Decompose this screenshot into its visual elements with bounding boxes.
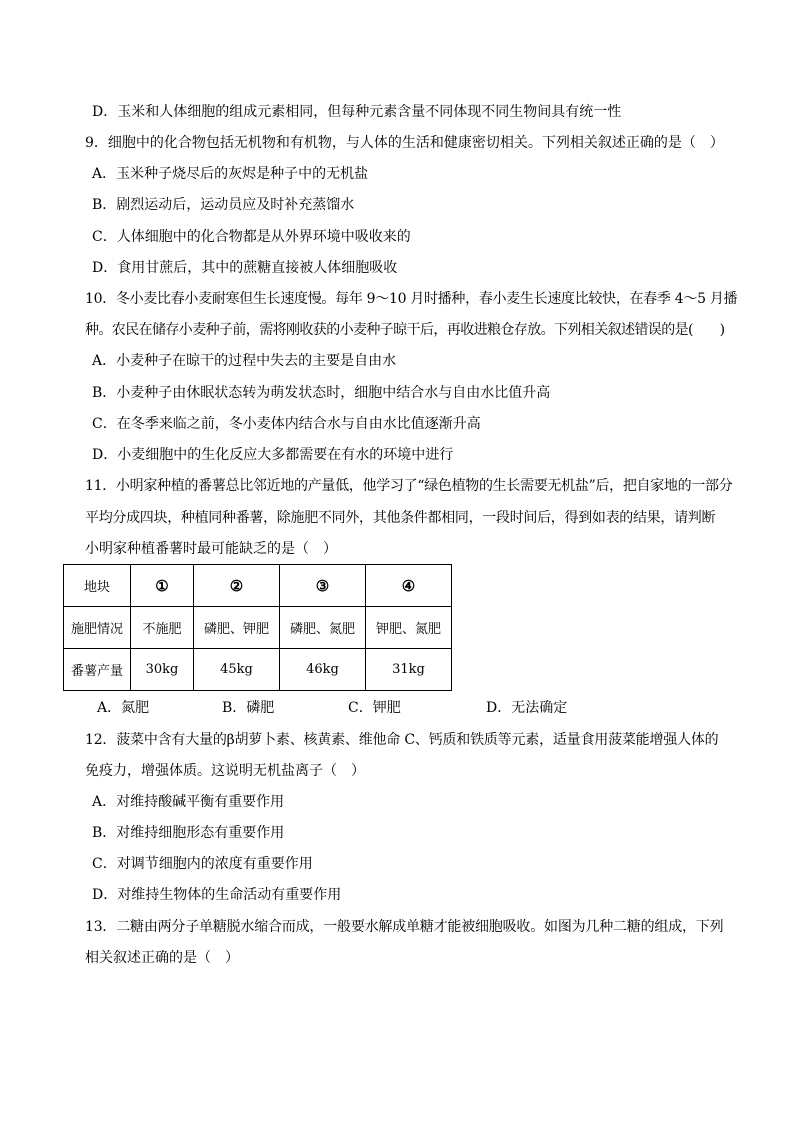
q12-option-d: D．对维持生物体的生命活动有重要作用 xyxy=(92,887,342,903)
q9-option-c: C．人体细胞中的化合物都是从外界环境中吸收来的 xyxy=(92,229,411,245)
q10-option-a: A．小麦种子在晾干的过程中失去的主要是自由水 xyxy=(92,353,397,369)
table-cell: 45kg xyxy=(194,649,280,691)
q11-stem-line2: 平均分成四块，种植同种番薯，除施肥不同外，其他条件都相同，一段时间后，得到如表的结果，请判断 xyxy=(85,510,716,526)
table-cell: 31kg xyxy=(366,649,452,691)
table-row xyxy=(64,649,452,691)
q9-option-b: B．剧烈运动后，运动员应及时补充蒸馏水 xyxy=(92,197,355,213)
table-cell: ④ xyxy=(366,565,452,607)
table-cell: 地块 xyxy=(64,565,131,607)
q10-option-d: D．小麦细胞中的生化反应大多都需要在有水的环境中进行 xyxy=(92,447,454,463)
q11-option-a: A．氮肥 xyxy=(97,700,150,716)
q11-stem-line3: 小明家种植番薯时最可能缺乏的是（ ） xyxy=(85,541,337,557)
table-cell: ① xyxy=(131,565,194,607)
q11-data-table xyxy=(63,564,452,691)
q10-stem-line2: 种。农民在储存小麦种子前，需将刚收获的小麦种子晾干后，再收进粮仓存放。下列相关叙述错误的是( ) xyxy=(85,322,725,338)
q10-option-b: B．小麦种子由休眠状态转为萌发状态时，细胞中结合水与自由水比值升高 xyxy=(92,385,551,401)
q13-stem-line2: 相关叙述正确的是（ ） xyxy=(85,950,239,966)
q12-option-a: A．对维持酸碱平衡有重要作用 xyxy=(92,794,285,810)
q9-option-a: A．玉米种子烧尽后的灰烬是种子中的无机盐 xyxy=(92,166,369,182)
q12-stem-line2: 免疫力，增强体质。这说明无机盐离子（ ） xyxy=(85,763,365,779)
table-header-row xyxy=(64,565,452,607)
table-row xyxy=(64,607,452,649)
table-cell: ③ xyxy=(280,565,366,607)
table-cell: 磷肥、氮肥 xyxy=(280,607,366,649)
table-cell: 磷肥、钾肥 xyxy=(194,607,280,649)
table-cell: 不施肥 xyxy=(131,607,194,649)
q11-option-c: C．钾肥 xyxy=(348,700,401,716)
q8-option-d: D．玉米和人体细胞的组成元素相同，但每种元素含量不同体现不同生物间具有统一性 xyxy=(92,104,622,120)
table-cell: ② xyxy=(194,565,280,607)
table-cell: 番薯产量 xyxy=(64,649,131,691)
q9-option-d: D．食用甘蔗后，其中的蔗糖直接被人体细胞吸收 xyxy=(92,260,398,276)
q12-stem-line1: 12．菠菜中含有大量的β胡萝卜素、核黄素、维他命 C、钙质和铁质等元素，适量食用菠菜能增强人体的 xyxy=(85,732,719,748)
q10-option-c: C．在冬季来临之前，冬小麦体内结合水与自由水比值逐渐升高 xyxy=(92,416,481,432)
q11-option-d: D．无法确定 xyxy=(486,700,568,716)
table-cell: 46kg xyxy=(280,649,366,691)
table-cell: 30kg xyxy=(131,649,194,691)
q12-option-b: B．对维持细胞形态有重要作用 xyxy=(92,825,285,841)
q9-stem: 9．细胞中的化合物包括无机物和有机物，与人体的生活和健康密切相关。下列相关叙述正确的是（ ） xyxy=(85,135,724,151)
q11-option-b: B．磷肥 xyxy=(222,700,275,716)
q12-option-c: C．对调节细胞内的浓度有重要作用 xyxy=(92,856,313,872)
q11-stem-line1: 11．小明家种植的番薯总比邻近地的产量低，他学习了“绿色植物的生长需要无机盐”后，把自家地的一部分 xyxy=(85,478,733,494)
table-cell: 钾肥、氮肥 xyxy=(366,607,452,649)
q10-stem-line1: 10．冬小麦比春小麦耐寒但生长速度慢。每年 9～10 月时播种，春小麦生长速度比较快，在春季 4～5 月播 xyxy=(85,291,738,307)
table-cell: 施肥情况 xyxy=(64,607,131,649)
q13-stem-line1: 13．二糖由两分子单糖脱水缩合而成，一般要水解成单糖才能被细胞吸收。如图为几种二糖的组成，下列 xyxy=(85,919,724,935)
